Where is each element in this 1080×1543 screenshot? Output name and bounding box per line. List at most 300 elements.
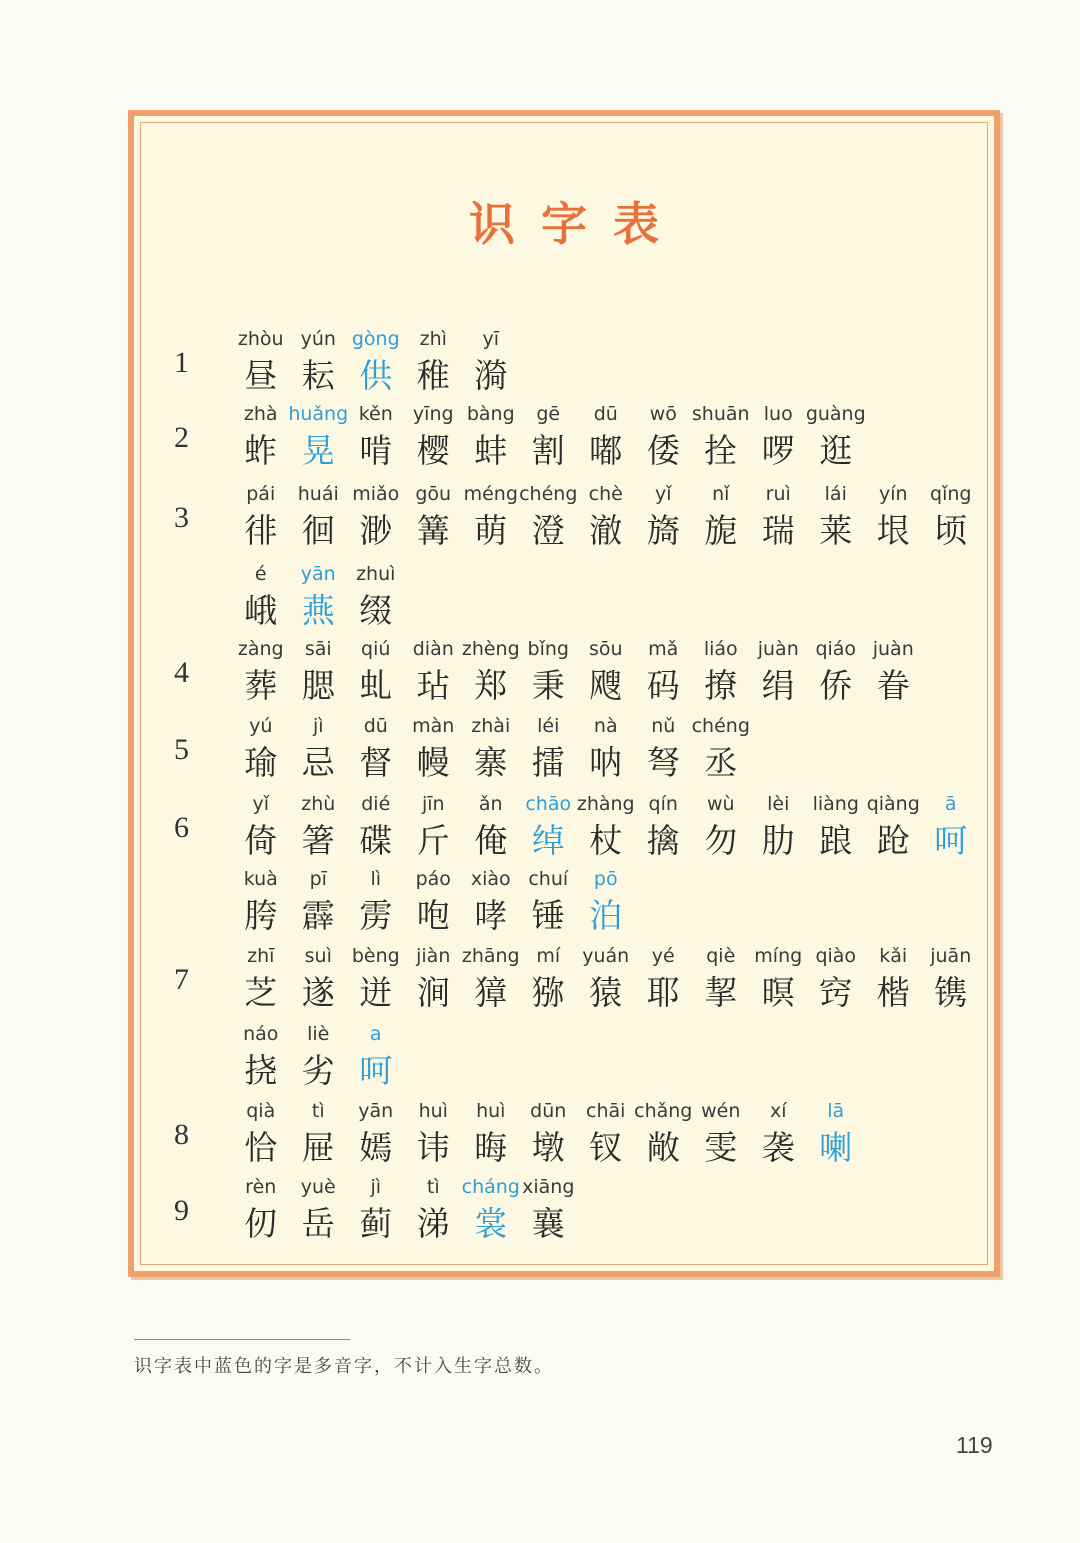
character-row <box>134 791 994 871</box>
pinyin: suì <box>304 945 332 967</box>
character-cell <box>865 943 923 1021</box>
hanzi: 绰 <box>531 821 565 860</box>
character-cell <box>577 713 635 791</box>
hanzi: 忌 <box>301 743 335 782</box>
hanzi: 垠 <box>876 511 910 550</box>
polyphonic-character-cell <box>290 401 348 479</box>
character-cell <box>577 481 635 559</box>
hanzi: 挠 <box>244 1051 278 1090</box>
pinyin: shuān <box>691 403 750 425</box>
pinyin: chéng <box>519 483 578 505</box>
pinyin: wén <box>701 1100 741 1122</box>
hanzi: 耘 <box>301 356 335 395</box>
character-cell <box>232 326 290 404</box>
hanzi: 俺 <box>474 821 508 860</box>
character-cell <box>462 943 520 1021</box>
character-cell <box>865 791 923 869</box>
pinyin: nǐ <box>712 483 730 505</box>
pinyin: jiàn <box>416 945 451 967</box>
hanzi: 绢 <box>761 666 795 705</box>
character-cell <box>347 713 405 791</box>
pinyin: zhà <box>243 403 278 425</box>
pinyin: zàng <box>237 638 284 660</box>
character-cell <box>462 1098 520 1176</box>
hanzi: 窍 <box>819 973 853 1012</box>
character-cell <box>520 943 578 1021</box>
character-row <box>134 481 994 561</box>
pinyin: huái <box>297 483 339 505</box>
pinyin: ǎn <box>478 793 503 815</box>
hanzi: 暝 <box>761 973 795 1012</box>
character-cell <box>405 943 463 1021</box>
hanzi: 供 <box>359 356 393 395</box>
pinyin: juàn <box>872 638 914 660</box>
pinyin: yǐ <box>252 793 270 815</box>
hanzi: 仞 <box>244 1204 278 1243</box>
polyphonic-character-cell <box>807 1098 865 1176</box>
hanzi: 裳 <box>474 1204 508 1243</box>
hanzi: 袭 <box>761 1128 795 1167</box>
character-cell <box>577 943 635 1021</box>
pinyin: kuà <box>243 868 278 890</box>
hanzi: 拴 <box>704 431 738 470</box>
character-cell <box>462 866 520 944</box>
pinyin: qiáo <box>815 638 857 660</box>
hanzi: 碟 <box>359 821 393 860</box>
character-cell <box>750 943 808 1021</box>
hanzi: 篝 <box>416 511 450 550</box>
character-cell <box>462 713 520 791</box>
pinyin: chéng <box>691 715 750 737</box>
character-cell <box>290 326 348 404</box>
character-cell <box>347 943 405 1021</box>
hanzi: 澄 <box>531 511 565 550</box>
hanzi: 呵 <box>359 1051 393 1090</box>
hanzi: 勿 <box>704 821 738 860</box>
character-cell <box>290 943 348 1021</box>
pinyin: tì <box>426 1176 440 1198</box>
character-cell <box>290 866 348 944</box>
character-cell <box>807 401 865 479</box>
hanzi: 讳 <box>416 1128 450 1167</box>
hanzi: 劣 <box>301 1051 335 1090</box>
pinyin: rèn <box>245 1176 277 1198</box>
hanzi: 嫣 <box>359 1128 393 1167</box>
pinyin: xí <box>769 1100 787 1122</box>
hanzi: 哮 <box>474 896 508 935</box>
character-cell <box>347 791 405 869</box>
hanzi: 莱 <box>819 511 853 550</box>
pinyin: bàng <box>466 403 515 425</box>
character-cell <box>807 481 865 559</box>
pinyin: lì <box>370 868 382 890</box>
character-cell <box>635 791 693 869</box>
character-cell <box>462 401 520 479</box>
character-cell <box>232 1174 290 1252</box>
character-cell <box>462 326 520 404</box>
character-cell <box>232 1098 290 1176</box>
pinyin: pái <box>246 483 276 505</box>
character-row <box>134 1021 994 1101</box>
pinyin: a <box>369 1023 382 1045</box>
character-cell <box>405 713 463 791</box>
character-row <box>134 866 994 946</box>
hanzi: 码 <box>646 666 680 705</box>
pinyin: yī <box>482 328 500 350</box>
character-cell <box>290 791 348 869</box>
hanzi: 芝 <box>244 973 278 1012</box>
character-row <box>134 713 994 793</box>
hanzi: 腮 <box>301 666 335 705</box>
hanzi: 斤 <box>416 821 450 860</box>
pinyin: qiè <box>706 945 736 967</box>
pinyin: páo <box>415 868 451 890</box>
pinyin: léi <box>537 715 560 737</box>
character-cell <box>405 481 463 559</box>
pinyin: ruì <box>765 483 791 505</box>
character-list <box>232 401 865 479</box>
pinyin: màn <box>412 715 455 737</box>
pinyin: luo <box>763 403 793 425</box>
character-row <box>134 1098 994 1178</box>
hanzi: 澈 <box>589 511 623 550</box>
hanzi: 顷 <box>934 511 968 550</box>
polyphonic-character-cell <box>462 1174 520 1252</box>
pinyin: gòng <box>351 328 400 350</box>
character-cell <box>290 1098 348 1176</box>
character-cell <box>865 636 923 714</box>
character-cell <box>750 791 808 869</box>
pinyin: lèi <box>767 793 790 815</box>
pinyin: xiào <box>470 868 511 890</box>
character-list <box>232 943 980 1021</box>
character-table-panel <box>128 110 1000 1277</box>
hanzi: 涧 <box>416 973 450 1012</box>
character-cell <box>750 481 808 559</box>
hanzi: 倚 <box>244 821 278 860</box>
hanzi: 玷 <box>416 666 450 705</box>
character-cell <box>405 326 463 404</box>
character-cell <box>405 791 463 869</box>
hanzi: 侨 <box>819 666 853 705</box>
character-cell <box>750 1098 808 1176</box>
character-cell <box>520 713 578 791</box>
character-cell <box>520 481 578 559</box>
hanzi: 擒 <box>646 821 680 860</box>
pinyin: yǐ <box>654 483 672 505</box>
hanzi: 蚱 <box>244 431 278 470</box>
pinyin: bèng <box>351 945 400 967</box>
hanzi: 晦 <box>474 1128 508 1167</box>
hanzi: 徘 <box>244 511 278 550</box>
polyphonic-character-cell <box>520 791 578 869</box>
hanzi: 杖 <box>589 821 623 860</box>
character-cell <box>347 1174 405 1252</box>
pinyin: juān <box>930 945 972 967</box>
character-cell <box>520 866 578 944</box>
character-list <box>232 636 922 714</box>
hanzi: 咆 <box>416 896 450 935</box>
character-cell <box>635 713 693 791</box>
footnote: 识字表中蓝色的字是多音字，不计入生字总数。 <box>134 1356 554 1377</box>
character-cell <box>922 481 980 559</box>
hanzi: 迸 <box>359 973 393 1012</box>
pinyin: jì <box>370 1176 382 1198</box>
row-number: 4 <box>174 656 189 689</box>
hanzi: 恰 <box>244 1128 278 1167</box>
pinyin: zhài <box>471 715 511 737</box>
pinyin: diàn <box>412 638 454 660</box>
hanzi: 葬 <box>244 666 278 705</box>
character-list <box>232 326 520 404</box>
polyphonic-character-cell <box>290 561 348 639</box>
character-cell <box>692 401 750 479</box>
character-cell <box>232 481 290 559</box>
pinyin: cháng <box>461 1176 520 1198</box>
page-number: 119 <box>956 1432 993 1458</box>
pinyin: zhī <box>247 945 275 967</box>
character-cell <box>347 481 405 559</box>
hanzi: 郑 <box>474 666 508 705</box>
character-list <box>232 1098 865 1176</box>
character-cell <box>347 561 405 639</box>
row-number: 9 <box>174 1194 189 1227</box>
hanzi: 胯 <box>244 896 278 935</box>
character-cell <box>520 636 578 714</box>
hanzi: 跄 <box>876 821 910 860</box>
pinyin: bǐng <box>527 638 569 660</box>
character-cell <box>692 636 750 714</box>
hanzi: 秉 <box>531 666 565 705</box>
character-row <box>134 561 994 641</box>
hanzi: 弩 <box>646 743 680 782</box>
pinyin: sāi <box>304 638 332 660</box>
hanzi: 虬 <box>359 666 393 705</box>
hanzi: 墩 <box>531 1128 565 1167</box>
pinyin: zhàng <box>576 793 635 815</box>
row-number: 7 <box>174 963 189 996</box>
character-cell <box>232 943 290 1021</box>
pinyin: lái <box>824 483 847 505</box>
pinyin: tì <box>311 1100 325 1122</box>
character-cell <box>807 943 865 1021</box>
hanzi: 晃 <box>301 431 335 470</box>
row-number: 8 <box>174 1118 189 1151</box>
character-cell <box>520 1174 578 1252</box>
character-cell <box>635 1098 693 1176</box>
character-cell <box>405 636 463 714</box>
hanzi: 涕 <box>416 1204 450 1243</box>
character-cell <box>750 401 808 479</box>
hanzi: 啰 <box>761 431 795 470</box>
hanzi: 督 <box>359 743 393 782</box>
character-cell <box>232 791 290 869</box>
pinyin: sōu <box>588 638 623 660</box>
hanzi: 霹 <box>301 896 335 935</box>
pinyin: zhù <box>301 793 336 815</box>
hanzi: 獐 <box>474 973 508 1012</box>
character-cell <box>232 713 290 791</box>
polyphonic-character-cell <box>577 866 635 944</box>
pinyin: pī <box>309 868 327 890</box>
character-cell <box>405 1098 463 1176</box>
character-cell <box>520 401 578 479</box>
pinyin: zhuì <box>356 563 396 585</box>
hanzi: 踉 <box>819 821 853 860</box>
character-cell <box>577 791 635 869</box>
row-number: 3 <box>174 501 189 534</box>
character-row <box>134 1174 994 1254</box>
hanzi: 泊 <box>589 896 623 935</box>
pinyin: jīn <box>421 793 445 815</box>
character-cell <box>577 1098 635 1176</box>
character-cell <box>405 866 463 944</box>
character-row <box>134 636 994 716</box>
character-list <box>232 561 405 639</box>
pinyin: dūn <box>530 1100 567 1122</box>
hanzi: 飕 <box>589 666 623 705</box>
pinyin: xiāng <box>522 1176 575 1198</box>
character-row <box>134 326 994 406</box>
hanzi: 逛 <box>819 431 853 470</box>
row-number: 1 <box>174 346 189 379</box>
hanzi: 割 <box>531 431 565 470</box>
character-cell <box>692 943 750 1021</box>
character-list <box>232 1174 577 1252</box>
hanzi: 屉 <box>301 1128 335 1167</box>
hanzi: 峨 <box>244 591 278 630</box>
hanzi: 岳 <box>301 1204 335 1243</box>
character-cell <box>635 636 693 714</box>
pinyin: huǎng <box>288 403 349 425</box>
character-cell <box>635 481 693 559</box>
pinyin: yān <box>300 563 336 585</box>
pinyin: yín <box>878 483 908 505</box>
hanzi: 漪 <box>474 356 508 395</box>
pinyin: é <box>254 563 267 585</box>
hanzi: 幔 <box>416 743 450 782</box>
pinyin: yé <box>651 945 675 967</box>
pinyin: yīng <box>412 403 454 425</box>
character-cell <box>347 401 405 479</box>
pinyin: pō <box>593 868 618 890</box>
hanzi: 旖 <box>646 511 680 550</box>
pinyin: wù <box>706 793 735 815</box>
character-cell <box>232 561 290 639</box>
pinyin: lā <box>827 1100 845 1122</box>
character-cell <box>692 791 750 869</box>
pinyin: chǎng <box>634 1100 693 1122</box>
character-cell <box>232 401 290 479</box>
hanzi: 耶 <box>646 973 680 1012</box>
pinyin: qià <box>246 1100 276 1122</box>
pinyin: liáo <box>703 638 738 660</box>
hanzi: 肋 <box>761 821 795 860</box>
pinyin: huì <box>476 1100 506 1122</box>
pinyin: chuí <box>528 868 569 890</box>
pinyin: qǐng <box>930 483 972 505</box>
hanzi: 呐 <box>589 743 623 782</box>
pinyin: liè <box>307 1023 330 1045</box>
pinyin: qiú <box>361 638 391 660</box>
hanzi: 敞 <box>646 1128 680 1167</box>
hanzi: 寨 <box>474 743 508 782</box>
character-cell <box>692 713 750 791</box>
character-cell <box>290 1174 348 1252</box>
character-cell <box>922 943 980 1021</box>
character-cell <box>462 481 520 559</box>
character-cell <box>232 866 290 944</box>
pinyin: chāi <box>586 1100 626 1122</box>
character-cell <box>405 1174 463 1252</box>
character-cell <box>232 1021 290 1099</box>
hanzi: 倭 <box>646 431 680 470</box>
character-cell <box>865 481 923 559</box>
pinyin: dū <box>593 403 618 425</box>
pinyin: yún <box>300 328 336 350</box>
pinyin: qín <box>648 793 678 815</box>
hanzi: 箸 <box>301 821 335 860</box>
character-cell <box>290 1021 348 1099</box>
pinyin: juàn <box>757 638 799 660</box>
polyphonic-character-cell <box>347 326 405 404</box>
pinyin: jì <box>312 715 324 737</box>
pinyin: chè <box>588 483 623 505</box>
row-number: 6 <box>174 811 189 844</box>
hanzi: 雯 <box>704 1128 738 1167</box>
hanzi: 猕 <box>531 973 565 1012</box>
pinyin: náo <box>243 1023 279 1045</box>
hanzi: 瑜 <box>244 743 278 782</box>
hanzi: 镌 <box>934 973 968 1012</box>
pinyin: miǎo <box>352 483 400 505</box>
pinyin: qiàng <box>866 793 920 815</box>
character-cell <box>520 1098 578 1176</box>
character-cell <box>405 401 463 479</box>
character-list <box>232 481 980 559</box>
pinyin: zhāng <box>461 945 520 967</box>
pinyin: kěn <box>358 403 393 425</box>
footnote-divider <box>134 1339 350 1340</box>
character-cell <box>807 791 865 869</box>
pinyin: mí <box>536 945 561 967</box>
pinyin: dié <box>361 793 391 815</box>
hanzi: 雳 <box>359 896 393 935</box>
character-cell <box>347 636 405 714</box>
polyphonic-character-cell <box>347 1021 405 1099</box>
character-cell <box>347 1098 405 1176</box>
hanzi: 丞 <box>704 743 738 782</box>
hanzi: 猿 <box>589 973 623 1012</box>
character-cell <box>577 636 635 714</box>
hanzi: 蚌 <box>474 431 508 470</box>
hanzi: 眷 <box>876 666 910 705</box>
pinyin: yān <box>358 1100 394 1122</box>
pinyin: zhèng <box>461 638 520 660</box>
hanzi: 呵 <box>934 821 968 860</box>
pinyin: kǎi <box>879 945 908 967</box>
hanzi: 锤 <box>531 896 565 935</box>
hanzi: 遂 <box>301 973 335 1012</box>
hanzi: 挈 <box>704 973 738 1012</box>
pinyin: nà <box>593 715 618 737</box>
pinyin: zhòu <box>237 328 284 350</box>
pinyin: huì <box>418 1100 448 1122</box>
character-row <box>134 401 994 481</box>
pinyin: zhì <box>419 328 447 350</box>
row-number: 5 <box>174 733 189 766</box>
character-cell <box>692 1098 750 1176</box>
